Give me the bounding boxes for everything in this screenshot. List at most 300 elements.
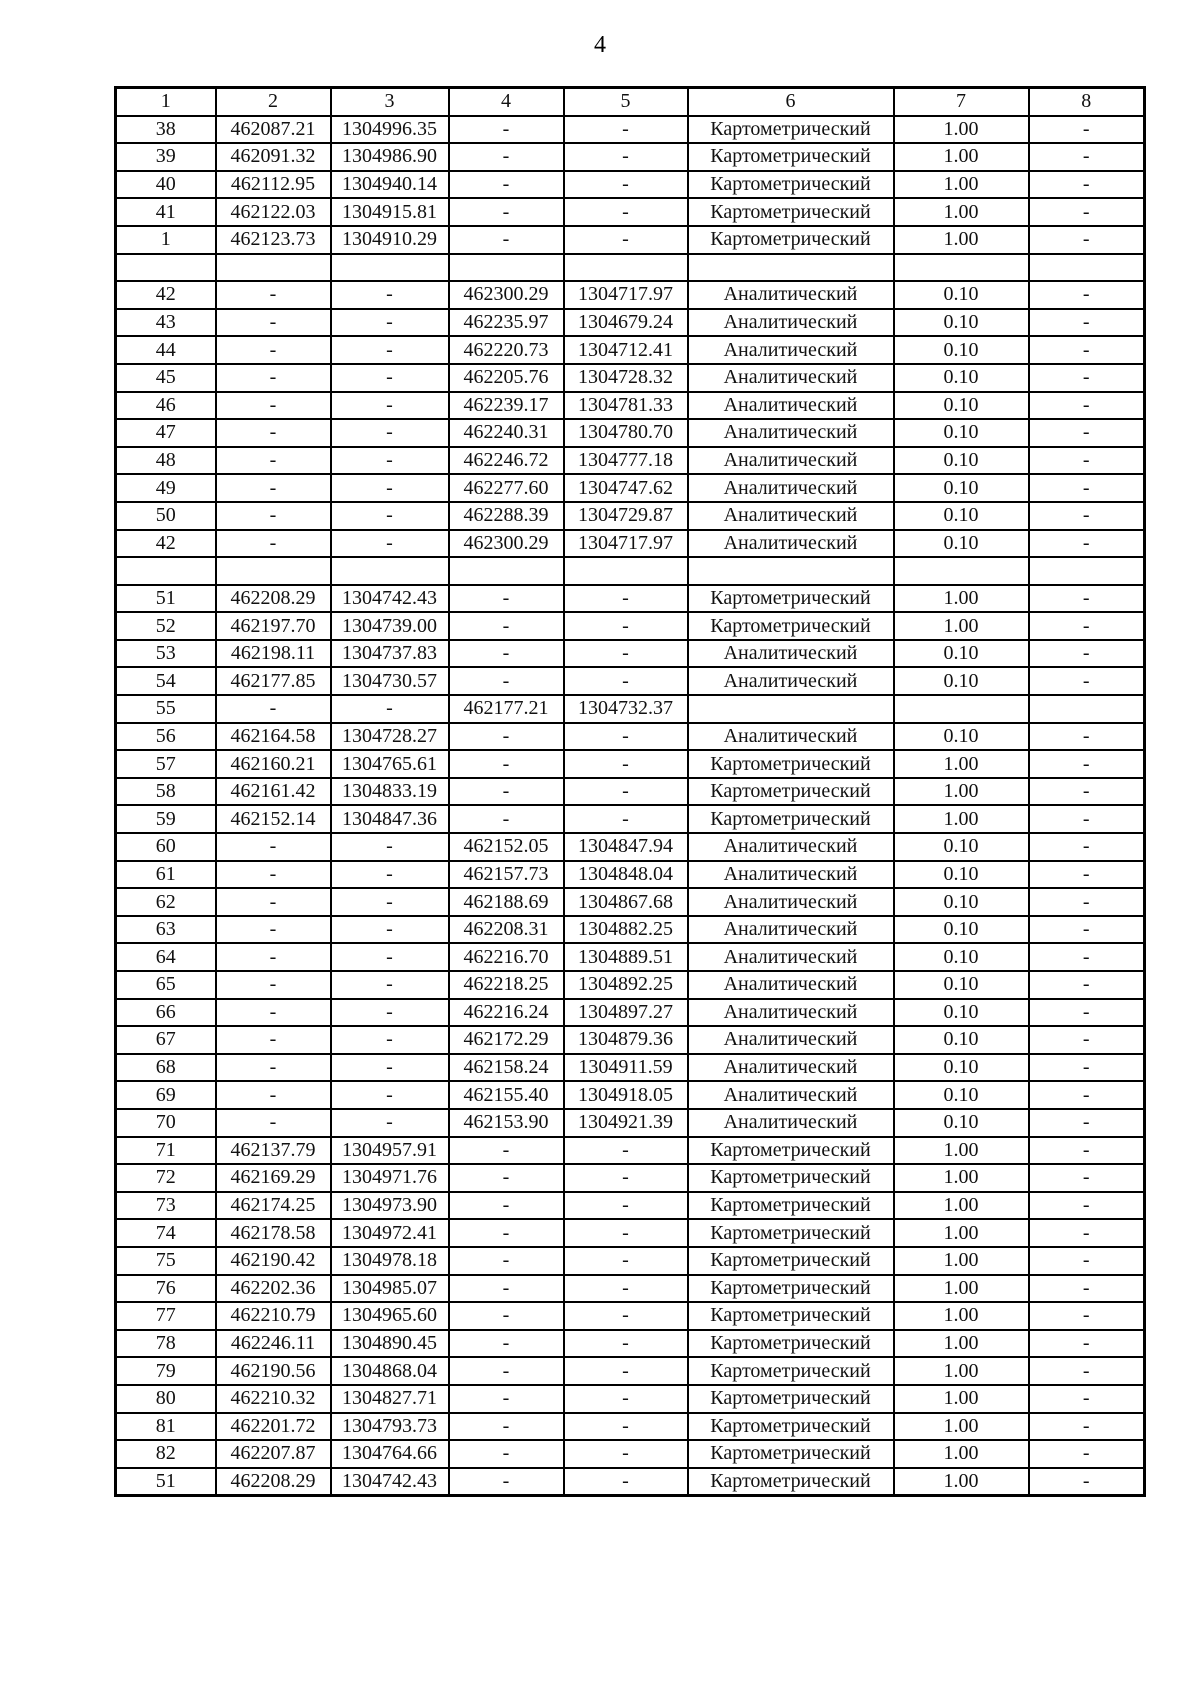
table-cell: 1304777.18 [564,447,688,475]
table-row [116,1330,1145,1358]
table-cell: Картометрический [688,1302,894,1330]
table-row [116,1413,1145,1441]
table-cell: - [1029,1385,1145,1413]
table-cell: 462239.17 [449,392,564,420]
table-cell: Картометрический [688,1275,894,1303]
table-row [116,833,1145,861]
table-cell: 462246.72 [449,447,564,475]
table-cell: Аналитический [688,281,894,309]
table-row [116,226,1145,254]
table-cell: 49 [116,474,216,502]
table-cell [688,254,894,282]
table-row [116,861,1145,889]
table-cell: 462198.11 [216,640,331,668]
table-row [116,1357,1145,1385]
table-cell: 1.00 [894,612,1029,640]
table-cell: 1.00 [894,1330,1029,1358]
table-cell: - [216,1081,331,1109]
table-cell: 1.00 [894,198,1029,226]
table-cell: - [216,392,331,420]
table-cell: Аналитический [688,861,894,889]
table-cell [449,254,564,282]
table-row [116,585,1145,613]
table-cell: Картометрический [688,116,894,144]
table-cell: 1304996.35 [331,116,449,144]
table-row [116,281,1145,309]
table-cell: - [449,667,564,695]
table-row [116,1275,1145,1303]
table-cell: - [216,419,331,447]
table-cell: 462178.58 [216,1219,331,1247]
table-row [116,1137,1145,1165]
table-cell: 1.00 [894,1164,1029,1192]
table-cell: Аналитический [688,943,894,971]
table-cell: 69 [116,1081,216,1109]
table-cell: - [564,640,688,668]
table-row [116,557,1145,585]
table-cell: 1304897.27 [564,999,688,1027]
table-cell: - [1029,502,1145,530]
table-cell [216,557,331,585]
table-cell: 462216.70 [449,943,564,971]
table-cell: - [216,833,331,861]
table-cell: - [216,281,331,309]
table-cell: 1.00 [894,116,1029,144]
table-cell: - [331,1054,449,1082]
table-cell: 462210.79 [216,1302,331,1330]
header-col-6: 6 [688,88,894,116]
table-cell: - [1029,585,1145,613]
table-cell: Аналитический [688,364,894,392]
table-row [116,1081,1145,1109]
table-cell: 462300.29 [449,530,564,558]
table-cell: 1.00 [894,778,1029,806]
table-cell: 1.00 [894,1440,1029,1468]
table-cell: - [331,999,449,1027]
table-cell: 59 [116,805,216,833]
table-cell: - [449,1219,564,1247]
table-cell: 462152.14 [216,805,331,833]
table-cell: 1.00 [894,1247,1029,1275]
table-cell: - [1029,143,1145,171]
table-cell: - [1029,888,1145,916]
table-cell: 1304965.60 [331,1302,449,1330]
table-cell: 462112.95 [216,171,331,199]
table-cell: 41 [116,198,216,226]
table-cell: - [449,778,564,806]
table-cell: - [1029,447,1145,475]
table-cell: 71 [116,1137,216,1165]
table-cell: - [1029,1192,1145,1220]
table-cell: 79 [116,1357,216,1385]
table-cell: 1.00 [894,226,1029,254]
table-cell: 1304882.25 [564,916,688,944]
table-cell: - [564,723,688,751]
table-cell: 462161.42 [216,778,331,806]
table-cell: - [216,695,331,723]
table-row [116,750,1145,778]
table-cell: 1.00 [894,1357,1029,1385]
table-cell: - [1029,419,1145,447]
table-cell: - [1029,805,1145,833]
table-cell: - [449,1137,564,1165]
table-cell: 1.00 [894,1302,1029,1330]
table-cell: 462218.25 [449,971,564,999]
table-cell: 1304742.43 [331,1468,449,1496]
table-cell: - [564,1164,688,1192]
table-cell: - [331,392,449,420]
table-cell: 462207.87 [216,1440,331,1468]
table-cell: 1304827.71 [331,1385,449,1413]
table-cell: - [449,612,564,640]
table-cell: 462122.03 [216,198,331,226]
table-cell: 1304717.97 [564,281,688,309]
table-cell: 0.10 [894,861,1029,889]
table-cell: - [216,502,331,530]
table-cell: - [564,1275,688,1303]
table-cell: - [564,1247,688,1275]
table-row [116,392,1145,420]
table-cell: 56 [116,723,216,751]
table-cell: 462220.73 [449,336,564,364]
table-cell: - [331,861,449,889]
table-cell: Картометрический [688,585,894,613]
table-cell: Картометрический [688,1247,894,1275]
table-cell: Аналитический [688,1081,894,1109]
table-cell: - [1029,971,1145,999]
table-cell: 462197.70 [216,612,331,640]
table-cell: - [1029,667,1145,695]
table-cell: 1304793.73 [331,1413,449,1441]
table-cell: 462123.73 [216,226,331,254]
table-cell: Аналитический [688,447,894,475]
table-cell: Аналитический [688,999,894,1027]
table-cell: 63 [116,916,216,944]
table-cell: - [216,1054,331,1082]
table-cell: - [1029,861,1145,889]
table-cell: 1304910.29 [331,226,449,254]
table-cell: 462246.11 [216,1330,331,1358]
table-cell: 462205.76 [449,364,564,392]
table-cell: 1304729.87 [564,502,688,530]
table-cell: 70 [116,1109,216,1137]
table-cell: 1304848.04 [564,861,688,889]
table-row [116,254,1145,282]
header-col-7: 7 [894,88,1029,116]
table-cell: 74 [116,1219,216,1247]
table-cell: 462155.40 [449,1081,564,1109]
table-row [116,723,1145,751]
table-cell: 38 [116,116,216,144]
table-cell: 1304971.76 [331,1164,449,1192]
table-cell: 462137.79 [216,1137,331,1165]
table-cell: 1304973.90 [331,1192,449,1220]
header-col-1: 1 [116,88,216,116]
table-cell: - [564,1357,688,1385]
table-cell: - [331,447,449,475]
table-cell: 462153.90 [449,1109,564,1137]
table-cell: Аналитический [688,1026,894,1054]
table-cell: Аналитический [688,1109,894,1137]
table-cell: - [564,226,688,254]
table-cell: Аналитический [688,419,894,447]
table-cell: 0.10 [894,1109,1029,1137]
table-cell: 1304679.24 [564,309,688,337]
table-cell: 462216.24 [449,999,564,1027]
table-cell: - [1029,778,1145,806]
table-cell: - [449,1247,564,1275]
table-row [116,1109,1145,1137]
table-cell: - [1029,916,1145,944]
table-cell: 0.10 [894,502,1029,530]
table-cell: 1.00 [894,1468,1029,1496]
table-cell: 1.00 [894,1385,1029,1413]
table-cell: - [216,1109,331,1137]
table-cell: - [449,723,564,751]
table-cell: 1304728.32 [564,364,688,392]
table-cell: - [216,888,331,916]
table-cell: - [1029,833,1145,861]
table-cell: - [449,1330,564,1358]
table-cell: 462152.05 [449,833,564,861]
table-cell: - [1029,1081,1145,1109]
table-cell: Картометрический [688,1357,894,1385]
table-cell: 1304940.14 [331,171,449,199]
table-cell: 0.10 [894,364,1029,392]
table-cell: 1.00 [894,585,1029,613]
table-cell: 0.10 [894,1054,1029,1082]
table-cell: - [564,1192,688,1220]
table-cell: 462208.31 [449,916,564,944]
table-cell [564,254,688,282]
table-cell: - [449,116,564,144]
table-cell: - [1029,1109,1145,1137]
table-cell: 39 [116,143,216,171]
table-cell: 0.10 [894,474,1029,502]
table-cell: 1304867.68 [564,888,688,916]
coordinates-table [114,86,1146,1497]
table-cell: 64 [116,943,216,971]
table-cell: - [216,474,331,502]
header-col-3: 3 [331,88,449,116]
table-cell: Картометрический [688,226,894,254]
table-cell: 82 [116,1440,216,1468]
table-cell: - [1029,1413,1145,1441]
table-cell: - [1029,1164,1145,1192]
table-cell: Картометрический [688,1385,894,1413]
table-cell: 43 [116,309,216,337]
table-cell: 1304892.25 [564,971,688,999]
table-cell [894,695,1029,723]
table-cell: - [216,999,331,1027]
table-row [116,971,1145,999]
table-cell: 0.10 [894,392,1029,420]
table-cell: 0.10 [894,447,1029,475]
table-cell: - [449,1164,564,1192]
table-cell: Аналитический [688,640,894,668]
table-cell: 1304742.43 [331,585,449,613]
table-row [116,309,1145,337]
table-cell: 462202.36 [216,1275,331,1303]
table-cell [331,254,449,282]
table-cell: - [1029,1357,1145,1385]
table-cell: 1304781.33 [564,392,688,420]
table-cell: 1304957.91 [331,1137,449,1165]
table-cell: 77 [116,1302,216,1330]
table-cell: 462158.24 [449,1054,564,1082]
table-cell: 80 [116,1385,216,1413]
table-cell: - [564,1137,688,1165]
table-cell: 52 [116,612,216,640]
table-cell: Картометрический [688,778,894,806]
table-row [116,778,1145,806]
table-cell: 462177.85 [216,667,331,695]
table-row [116,640,1145,668]
table-cell [116,557,216,585]
table-row [116,447,1145,475]
table-cell: - [216,916,331,944]
table-cell: 0.10 [894,530,1029,558]
table-cell: - [331,943,449,971]
table-cell: Картометрический [688,1330,894,1358]
table-cell: - [216,530,331,558]
table-cell: Картометрический [688,805,894,833]
table-cell: 462190.42 [216,1247,331,1275]
table-cell: Картометрический [688,1192,894,1220]
table-row [116,1385,1145,1413]
table-cell: - [1029,530,1145,558]
table-cell: Аналитический [688,502,894,530]
table-cell: - [331,833,449,861]
table-row [116,1247,1145,1275]
table-cell: Аналитический [688,309,894,337]
table-row [116,1219,1145,1247]
table-cell: 73 [116,1192,216,1220]
table-cell: - [1029,750,1145,778]
table-cell: 1304712.41 [564,336,688,364]
table-cell: 462208.29 [216,585,331,613]
table-cell: - [564,1219,688,1247]
table-cell: - [1029,612,1145,640]
table-header [116,88,1145,116]
table-cell: 40 [116,171,216,199]
table-cell: - [564,1468,688,1496]
table-cell: 462157.73 [449,861,564,889]
table-cell: - [564,171,688,199]
table-cell: Аналитический [688,833,894,861]
table-cell: - [216,943,331,971]
table-cell: - [331,502,449,530]
table-cell: - [449,1468,564,1496]
table-cell: - [1029,171,1145,199]
table-cell: 0.10 [894,888,1029,916]
table-cell [1029,254,1145,282]
table-cell: - [449,1357,564,1385]
table-cell: - [1029,1468,1145,1496]
table-row [116,888,1145,916]
table-cell: 1304978.18 [331,1247,449,1275]
table-cell: 51 [116,1468,216,1496]
table-cell: - [564,1385,688,1413]
table-cell: 1304780.70 [564,419,688,447]
table-cell: 0.10 [894,1081,1029,1109]
table-cell: - [216,971,331,999]
table-cell: - [1029,999,1145,1027]
table-cell: - [1029,943,1145,971]
table-cell: - [1029,1219,1145,1247]
table-cell: Аналитический [688,723,894,751]
table-cell: - [216,309,331,337]
table-cell: 1.00 [894,1137,1029,1165]
table-cell: 1304911.59 [564,1054,688,1082]
table-cell: - [449,585,564,613]
header-col-4: 4 [449,88,564,116]
table-cell: 1.00 [894,750,1029,778]
table-cell: 51 [116,585,216,613]
table-row [116,1302,1145,1330]
header-col-5: 5 [564,88,688,116]
table-cell: 60 [116,833,216,861]
table-cell: - [1029,116,1145,144]
table-cell: - [216,364,331,392]
table-cell: - [216,1026,331,1054]
table-cell: 1304985.07 [331,1275,449,1303]
table-row [116,943,1145,971]
table-cell: 44 [116,336,216,364]
table-cell: 0.10 [894,916,1029,944]
table-cell: 1304833.19 [331,778,449,806]
table-cell: 81 [116,1413,216,1441]
table-cell: Аналитический [688,336,894,364]
table-cell: 1.00 [894,171,1029,199]
header-col-2: 2 [216,88,331,116]
table-cell: 462091.32 [216,143,331,171]
table-cell: 1304890.45 [331,1330,449,1358]
table-row [116,1440,1145,1468]
table-cell: 0.10 [894,667,1029,695]
table-row [116,999,1145,1027]
header-row [116,88,1145,116]
table-cell: - [1029,1054,1145,1082]
table-cell: 61 [116,861,216,889]
table-cell: - [331,530,449,558]
table-row [116,116,1145,144]
table-cell: 55 [116,695,216,723]
table-cell: 1304730.57 [331,667,449,695]
table-row [116,502,1145,530]
table-cell: - [564,1302,688,1330]
table-cell: 0.10 [894,833,1029,861]
table-row [116,336,1145,364]
table-cell [688,557,894,585]
table-cell: 1304739.00 [331,612,449,640]
table-cell: 54 [116,667,216,695]
table-cell: - [1029,1330,1145,1358]
table-cell: - [1029,226,1145,254]
table-cell: - [331,971,449,999]
table-cell: 1304915.81 [331,198,449,226]
table-cell: - [564,585,688,613]
table-cell: Картометрический [688,1468,894,1496]
table-cell: 1304972.41 [331,1219,449,1247]
table-cell: 0.10 [894,419,1029,447]
table-cell: 0.10 [894,999,1029,1027]
table-cell: - [1029,309,1145,337]
table-cell: Аналитический [688,530,894,558]
table-cell: 462160.21 [216,750,331,778]
table-row [116,805,1145,833]
table-cell: Аналитический [688,916,894,944]
